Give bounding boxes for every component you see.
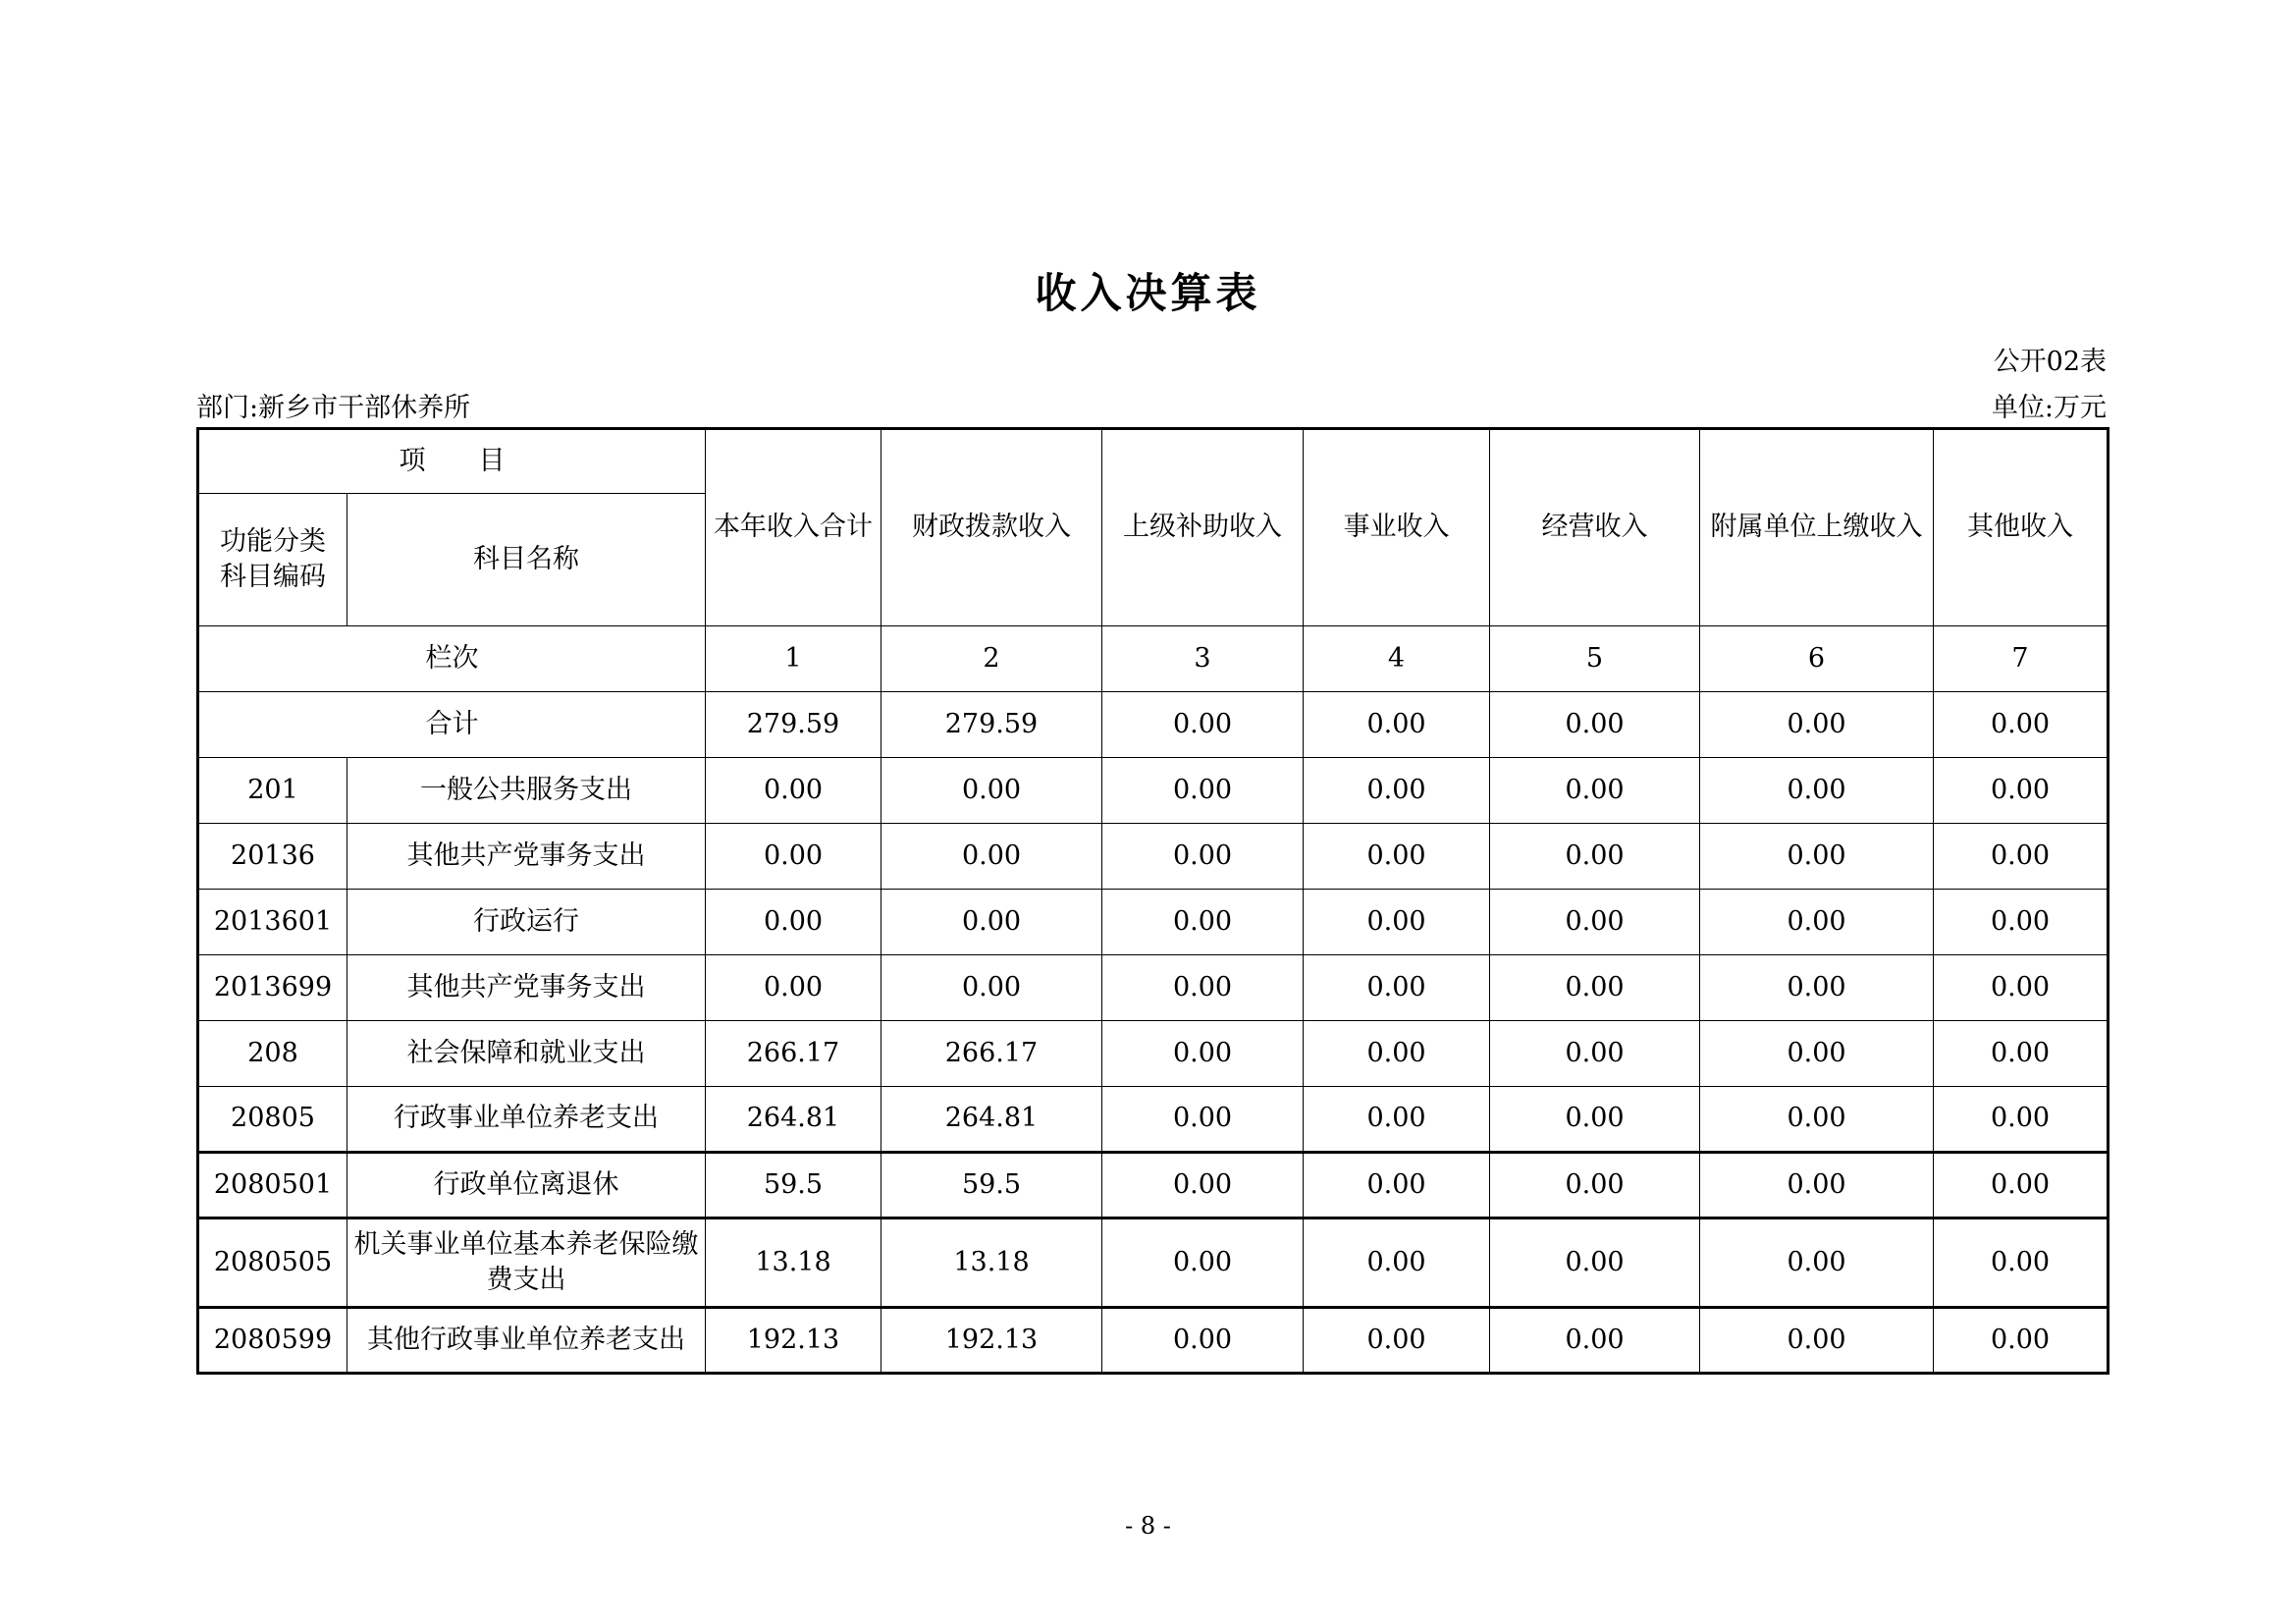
row-value: 0.00 [1490, 890, 1700, 955]
table-row [198, 824, 2109, 890]
row-value: 0.00 [706, 955, 881, 1021]
row-code: 208 [198, 1021, 347, 1087]
row-value: 0.00 [1304, 1021, 1490, 1087]
row-name: 行政事业单位养老支出 [347, 1087, 706, 1153]
column-index-2: 2 [881, 626, 1102, 692]
total-row [198, 692, 2109, 758]
column-index-6: 6 [1700, 626, 1934, 692]
row-value: 0.00 [1700, 890, 1934, 955]
table-row [198, 1308, 2109, 1374]
row-name: 机关事业单位基本养老保险缴费支出 [347, 1218, 706, 1308]
row-value: 0.00 [1304, 758, 1490, 824]
table-row [198, 758, 2109, 824]
row-value: 0.00 [1490, 1308, 1700, 1374]
row-value: 0.00 [1490, 824, 1700, 890]
page-title: 收入决算表 [1035, 269, 1261, 317]
row-value: 0.00 [1490, 1218, 1700, 1308]
column-index-label: 栏次 [198, 626, 706, 692]
table-row [198, 955, 2109, 1021]
row-name: 一般公共服务支出 [347, 758, 706, 824]
header-col-6: 附属单位上缴收入 [1700, 429, 1934, 626]
row-code: 2013699 [198, 955, 347, 1021]
row-value: 0.00 [1102, 824, 1304, 890]
row-value: 0.00 [1934, 1153, 2109, 1218]
table-row [198, 1153, 2109, 1218]
total-value-7: 0.00 [1934, 692, 2109, 758]
column-index-4: 4 [1304, 626, 1490, 692]
row-value: 0.00 [1102, 1308, 1304, 1374]
row-value: 0.00 [1304, 1218, 1490, 1308]
row-value: 0.00 [1304, 955, 1490, 1021]
row-name: 行政单位离退休 [347, 1153, 706, 1218]
header-row-1 [198, 429, 2109, 494]
row-value: 0.00 [1700, 758, 1934, 824]
row-value: 0.00 [706, 824, 881, 890]
row-value: 0.00 [1490, 1087, 1700, 1153]
row-value: 266.17 [881, 1021, 1102, 1087]
table-row [198, 1021, 2109, 1087]
row-value: 0.00 [1700, 1153, 1934, 1218]
table-row [198, 1218, 2109, 1308]
row-code: 2080599 [198, 1308, 347, 1374]
row-value: 0.00 [881, 758, 1102, 824]
row-value: 0.00 [1934, 890, 2109, 955]
row-value: 264.81 [881, 1087, 1102, 1153]
row-value: 0.00 [1102, 1087, 1304, 1153]
header-col-5: 经营收入 [1490, 429, 1700, 626]
row-value: 59.5 [706, 1153, 881, 1218]
row-value: 0.00 [1102, 758, 1304, 824]
row-value: 0.00 [1700, 1218, 1934, 1308]
row-value: 0.00 [1304, 824, 1490, 890]
column-index-3: 3 [1102, 626, 1304, 692]
form-number: 公开02表 [1993, 347, 2107, 377]
income-table [196, 427, 2109, 1375]
table-row [198, 1087, 2109, 1153]
row-value: 0.00 [1934, 1218, 2109, 1308]
row-name: 其他行政事业单位养老支出 [347, 1308, 706, 1374]
header-col-3: 上级补助收入 [1102, 429, 1304, 626]
total-label: 合计 [198, 692, 706, 758]
row-value: 59.5 [881, 1153, 1102, 1218]
row-name: 其他共产党事务支出 [347, 824, 706, 890]
total-value-2: 279.59 [881, 692, 1102, 758]
row-value: 0.00 [1700, 1308, 1934, 1374]
row-value: 13.18 [881, 1218, 1102, 1308]
row-name: 行政运行 [347, 890, 706, 955]
row-value: 0.00 [1102, 890, 1304, 955]
total-value-5: 0.00 [1490, 692, 1700, 758]
row-code: 20136 [198, 824, 347, 890]
row-value: 0.00 [881, 824, 1102, 890]
header-col-7: 其他收入 [1934, 429, 2109, 626]
row-name: 其他共产党事务支出 [347, 955, 706, 1021]
row-value: 0.00 [1102, 1021, 1304, 1087]
row-value: 0.00 [1102, 1218, 1304, 1308]
row-value: 13.18 [706, 1218, 881, 1308]
row-value: 0.00 [1304, 1308, 1490, 1374]
row-value: 0.00 [1700, 824, 1934, 890]
column-index-row [198, 626, 2109, 692]
row-code: 20805 [198, 1087, 347, 1153]
row-value: 0.00 [1490, 758, 1700, 824]
row-value: 0.00 [1700, 955, 1934, 1021]
header-func-code: 功能分类科目编码 [198, 494, 347, 626]
row-code: 2013601 [198, 890, 347, 955]
header-item: 项 目 [198, 429, 706, 494]
total-value-1: 279.59 [706, 692, 881, 758]
header-col-2: 财政拨款收入 [881, 429, 1102, 626]
total-value-3: 0.00 [1102, 692, 1304, 758]
row-code: 2080501 [198, 1153, 347, 1218]
row-value: 0.00 [1304, 1153, 1490, 1218]
table-row [198, 890, 2109, 955]
column-index-5: 5 [1490, 626, 1700, 692]
column-index-7: 7 [1934, 626, 2109, 692]
header-subject-name: 科目名称 [347, 494, 706, 626]
row-value: 0.00 [1304, 1087, 1490, 1153]
row-value: 0.00 [706, 890, 881, 955]
row-value: 0.00 [1934, 824, 2109, 890]
row-value: 0.00 [1934, 758, 2109, 824]
row-value: 0.00 [1490, 1021, 1700, 1087]
row-value: 0.00 [1700, 1021, 1934, 1087]
row-value: 0.00 [1490, 955, 1700, 1021]
row-value: 0.00 [881, 955, 1102, 1021]
header-col-1: 本年收入合计 [706, 429, 881, 626]
page-number: - 8 - [1125, 1512, 1171, 1540]
row-value: 0.00 [1102, 1153, 1304, 1218]
row-value: 192.13 [706, 1308, 881, 1374]
row-value: 0.00 [881, 890, 1102, 955]
row-value: 0.00 [1934, 1308, 2109, 1374]
row-value: 192.13 [881, 1308, 1102, 1374]
row-value: 264.81 [706, 1087, 881, 1153]
total-value-4: 0.00 [1304, 692, 1490, 758]
row-name: 社会保障和就业支出 [347, 1021, 706, 1087]
row-value: 0.00 [1934, 1021, 2109, 1087]
department-label: 部门:新乡市干部休养所 [196, 393, 471, 423]
row-value: 0.00 [1102, 955, 1304, 1021]
unit-label: 单位:万元 [1991, 393, 2107, 423]
row-code: 201 [198, 758, 347, 824]
row-value: 0.00 [1934, 1087, 2109, 1153]
column-index-1: 1 [706, 626, 881, 692]
total-value-6: 0.00 [1700, 692, 1934, 758]
row-value: 0.00 [1934, 955, 2109, 1021]
row-value: 0.00 [706, 758, 881, 824]
header-col-4: 事业收入 [1304, 429, 1490, 626]
row-value: 0.00 [1700, 1087, 1934, 1153]
row-code: 2080505 [198, 1218, 347, 1308]
row-value: 0.00 [1304, 890, 1490, 955]
row-value: 266.17 [706, 1021, 881, 1087]
row-value: 0.00 [1490, 1153, 1700, 1218]
